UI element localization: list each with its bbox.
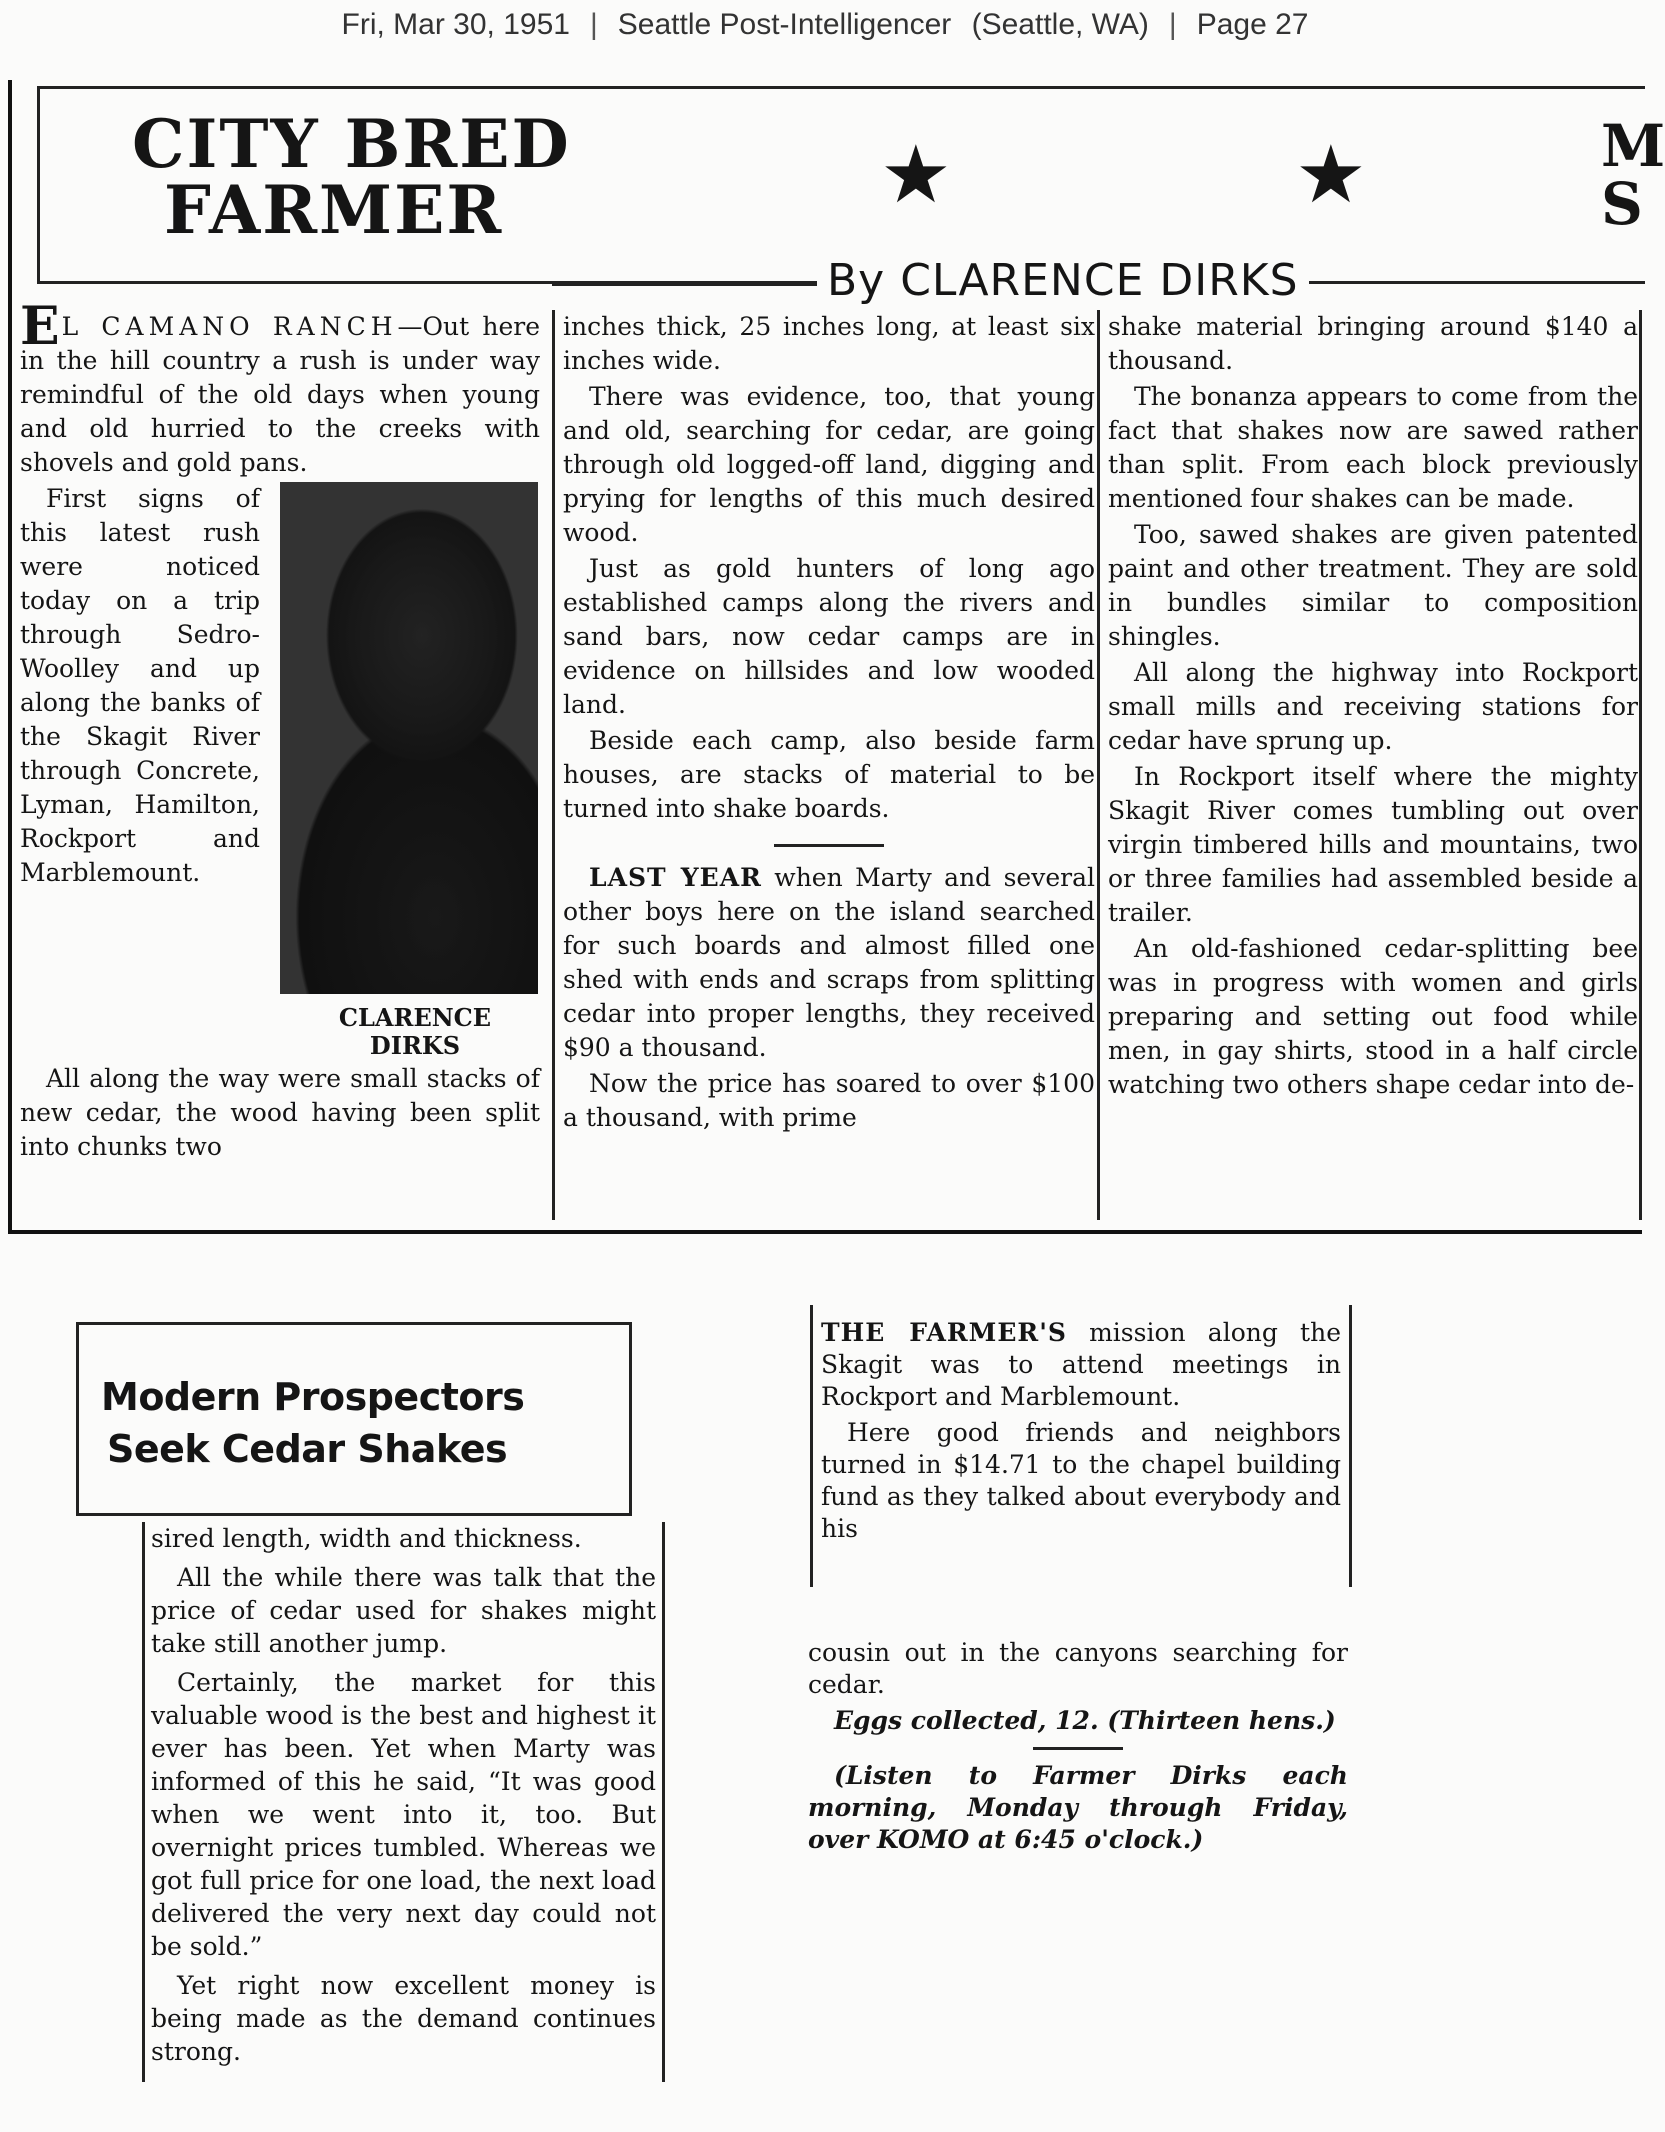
column-title-line-2: FARMER <box>164 171 504 249</box>
paragraph: inches thick, 25 inches long, at least six inches wide. <box>563 312 1095 375</box>
headline-line-1: Modern Prospectors <box>101 1375 525 1419</box>
paragraph: First signs of this latest rush were noticed today on a trip through Sedro-Woolley and up along the banks of the Skagit River through Concrete, Lyman, Hamilton, Rockport and Marblemount. <box>20 484 260 887</box>
article-column-3 <box>1097 310 1638 1220</box>
paragraph: All along the highway into Rockport small mills and receiving stations for cedar have sprung up. <box>1108 658 1638 755</box>
paragraph: Just as gold hunters of long ago established camps along the rivers and sand bars, now cedar camps are in evidence on hillsides and low wooded land. <box>563 554 1095 719</box>
paragraph <box>20 296 540 480</box>
photo-caption-line-1: CLARENCE <box>338 1003 492 1032</box>
paragraph: All the while there was talk that the price of cedar used for shakes might take still another jump. <box>151 1563 656 1658</box>
section-lead: THE FARMER'S <box>821 1318 1067 1347</box>
star-icon: ★ <box>880 128 952 221</box>
paragraph: Here good friends and neighbors turned in $14.71 to the chapel building fund as they talked about everybody and his <box>821 1418 1341 1543</box>
section-lead: LAST YEAR <box>589 863 762 892</box>
paragraph <box>821 1317 1341 1413</box>
paragraph <box>563 861 1095 1065</box>
author-photo-block <box>270 482 540 1062</box>
continuation-clipping-left <box>76 1322 656 2112</box>
headline <box>101 1371 524 1475</box>
paragraph: Beside each camp, also beside farm houses, are stacks of material to be turned into shake boards. <box>563 726 1095 823</box>
paragraph: There was evidence, too, that young and old, searching for cedar, are going through old logged-off land, digging and prying for lengths of this much desired wood. <box>563 382 1095 547</box>
photo-caption <box>270 1004 540 1060</box>
section-divider <box>774 844 884 847</box>
radio-note: (Listen to Farmer Dirks each morning, Monday through Friday, over KOMO at 6:45 o'clock.) <box>808 1761 1348 1854</box>
article-column-2 <box>552 310 1095 1220</box>
paragraph: Yet right now excellent money is being made as the demand continues strong. <box>151 1971 656 2066</box>
source-page: Page 27 <box>1196 8 1309 41</box>
paragraph: Certainly, the market for this valuable wood is the best and highest it ever has been. Yet when Marty was informed of this he said, “It was good when we went into it, too. But overnight prices tumbled. Whereas we got full price for one load, the next load delivered the very next day could not be sold.” <box>151 1668 656 1961</box>
byline: By CLARENCE DIRKS <box>817 255 1309 306</box>
continuation-clipping-right-1 <box>810 1305 1352 1587</box>
source-newspaper: Seattle Post-Intelligencer <box>617 8 952 41</box>
masthead-cut-text: M S <box>1601 112 1665 238</box>
paragraph-text: —Out here in the hill country a rush is under way remindful of the old days when young and old hurried to the creeks with shovels and gold pans. <box>20 312 540 477</box>
source-date: Fri, Mar 30, 1951 <box>341 8 570 41</box>
paragraph: Too, sawed shakes are given patented paint and other treatment. They are sold in bundles similar to composition shingles. <box>1108 520 1638 651</box>
paragraph: In Rockport itself where the mighty Skagit River comes tumbling out over virgin timbered hills and mountains, two or three families had assembled beside a trailer. <box>1108 762 1638 927</box>
paragraph: shake material bringing around $140 a thousand. <box>1108 312 1638 375</box>
column-rule <box>1639 310 1642 1220</box>
column-title <box>132 105 692 249</box>
headline-line-2: Seek Cedar Shakes <box>107 1427 508 1471</box>
photo-caption-line-2: DIRKS <box>369 1031 461 1060</box>
paragraph: cousin out in the canyons searching for cedar. <box>808 1638 1348 1699</box>
paragraph: sired length, width and thickness. <box>151 1524 582 1553</box>
paragraph: Eggs collected, 12. (Thirteen hens.) <box>834 1706 1336 1735</box>
headline-box <box>76 1322 632 1516</box>
star-icon: ★ <box>1295 128 1367 221</box>
author-photo <box>280 482 538 994</box>
paragraph: The bonanza appears to come from the fact that shakes now are sawed rather than split. From each block previously mentioned four shakes can be made. <box>1108 382 1638 513</box>
byline-rule <box>552 283 817 286</box>
continuation-text <box>142 1522 665 2082</box>
article-column-1 <box>20 296 540 1220</box>
paragraph-text: when Marty and several other boys here on the island searched for such boards and almost filled one shed with ends and scraps from splitting cedar into proper lengths, they received $90 a thousand. <box>563 863 1095 1062</box>
paragraph-text: mission along the Skagit was to attend meetings in Rockport and Marblemount. <box>821 1318 1341 1411</box>
paragraph: All along the way were small stacks of new cedar, the wood having been split into chunks two <box>20 1064 540 1161</box>
continuation-clipping-right-2 <box>800 1625 1356 1897</box>
source-location: (Seattle, WA) <box>971 8 1149 41</box>
main-article-clipping <box>8 80 1665 1234</box>
column-title-line-1: CITY BRED <box>132 105 571 183</box>
paragraph: An old-fashioned cedar-splitting bee was in progress with women and girls preparing and setting out food while men, in gay shirts, stood in a half circle watching two others shape cedar into de- <box>1108 934 1638 1099</box>
drop-cap: E <box>20 296 60 357</box>
source-line: Fri, Mar 30, 1951 | Seattle Post-Intelligencer (Seattle, WA) | Page 27 <box>341 8 1309 41</box>
dateline: L CAMANO RANCH <box>61 312 398 341</box>
paragraph: Now the price has soared to over $100 a thousand, with prime <box>563 1069 1095 1132</box>
section-divider <box>1033 1747 1123 1750</box>
